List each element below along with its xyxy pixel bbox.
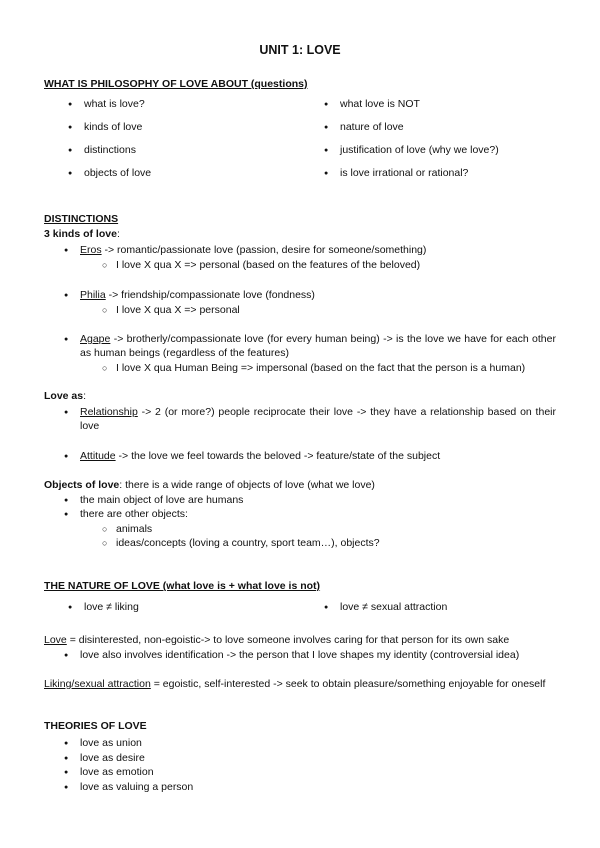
love-term: Love — [44, 634, 67, 646]
list-item: ● the main object of love are humans — [80, 493, 243, 507]
section-heading-nature: THE NATURE OF LOVE (what love is + what love is not) — [44, 580, 321, 592]
list-item: ● love as emotion — [80, 765, 154, 779]
list-item-eros — [80, 243, 556, 257]
sub-list-item: ○ animals — [116, 522, 152, 536]
philia-term: Philia — [80, 289, 106, 301]
list-item: ● love ≠ liking — [84, 600, 139, 614]
objects-of-love-line — [44, 478, 556, 492]
sub-list-item: ○ I love X qua X => personal — [116, 303, 240, 317]
list-item-attitude — [80, 449, 440, 463]
list-item: ● love ≠ sexual attraction — [340, 600, 447, 614]
liking-text: = egoistic, self-interested -> seek to obtain pleasure/something enjoyable for oneself — [150, 678, 546, 690]
eros-term: Eros — [80, 244, 102, 256]
list-item: ● distinctions — [84, 143, 136, 157]
sub-list-item: ○ I love X qua Human Being => impersonal (based on the fact that the person is a human) — [116, 361, 525, 375]
love-as-text: Love as — [44, 390, 84, 402]
love-definition — [44, 633, 556, 647]
eros-text: -> romantic/passionate love (passion, desire for someone/something) — [101, 244, 427, 256]
list-item-relationship — [80, 405, 556, 433]
relationship-text: -> 2 (or more?) people reciprocate their love -> they have a relationship based on their love — [80, 406, 556, 432]
list-item: ● love as desire — [80, 751, 145, 765]
list-item: ● what is love? — [84, 97, 145, 111]
kinds-label-text: 3 kinds of love — [44, 228, 117, 240]
list-item: ● love also involves identification -> the person that I love shapes my identity (controversial idea) — [80, 648, 519, 662]
list-item: ● kinds of love — [84, 120, 142, 134]
sub-list-item: ○ ideas/concepts (loving a country, sport team…), objects? — [116, 536, 380, 550]
list-item: ● nature of love — [340, 120, 404, 134]
relationship-term: Relationship — [80, 406, 138, 418]
list-item-agape — [80, 332, 556, 360]
list-item: ● love as union — [80, 736, 142, 750]
page-title: UNIT 1: LOVE — [259, 43, 341, 57]
kinds-of-love-label — [44, 228, 120, 240]
attitude-text: -> the love we feel towards the beloved -> feature/state of the subject — [115, 450, 441, 462]
love-as-colon: : — [83, 390, 87, 402]
liking-definition — [44, 677, 556, 691]
list-item: ● there are other objects: — [80, 507, 188, 521]
philia-text: -> friendship/compassionate love (fondness) — [105, 289, 315, 301]
section-heading-philosophy: WHAT IS PHILOSOPHY OF LOVE ABOUT (questions) — [44, 78, 308, 90]
objects-label: Objects of love — [44, 479, 120, 491]
objects-text: : there is a wide range of objects of love (what we love) — [119, 479, 375, 491]
love-as-label — [44, 390, 86, 402]
agape-text: -> brotherly/compassionate love (for every human being) -> is the love we have for each other as human beings (regardless of the features) — [80, 333, 556, 359]
list-item: ● what love is NOT — [340, 97, 420, 111]
love-text: = disinterested, non-egoistic-> to love someone involves caring for that person for its own sake — [66, 634, 510, 646]
sub-list-item: ○ I love X qua X => personal (based on the features of the beloved) — [116, 258, 420, 272]
kinds-colon: : — [116, 228, 120, 240]
section-heading-theories: THEORIES OF LOVE — [44, 720, 147, 732]
liking-term: Liking/sexual attraction — [44, 678, 151, 690]
list-item-philia — [80, 288, 315, 302]
list-item: ● love as valuing a person — [80, 780, 193, 794]
list-item: ● justification of love (why we love?) — [340, 143, 499, 157]
attitude-term: Attitude — [80, 450, 116, 462]
list-item: ● objects of love — [84, 166, 151, 180]
agape-term: Agape — [80, 333, 111, 345]
section-heading-distinctions: DISTINCTIONS — [44, 213, 119, 225]
list-item: ● is love irrational or rational? — [340, 166, 468, 180]
